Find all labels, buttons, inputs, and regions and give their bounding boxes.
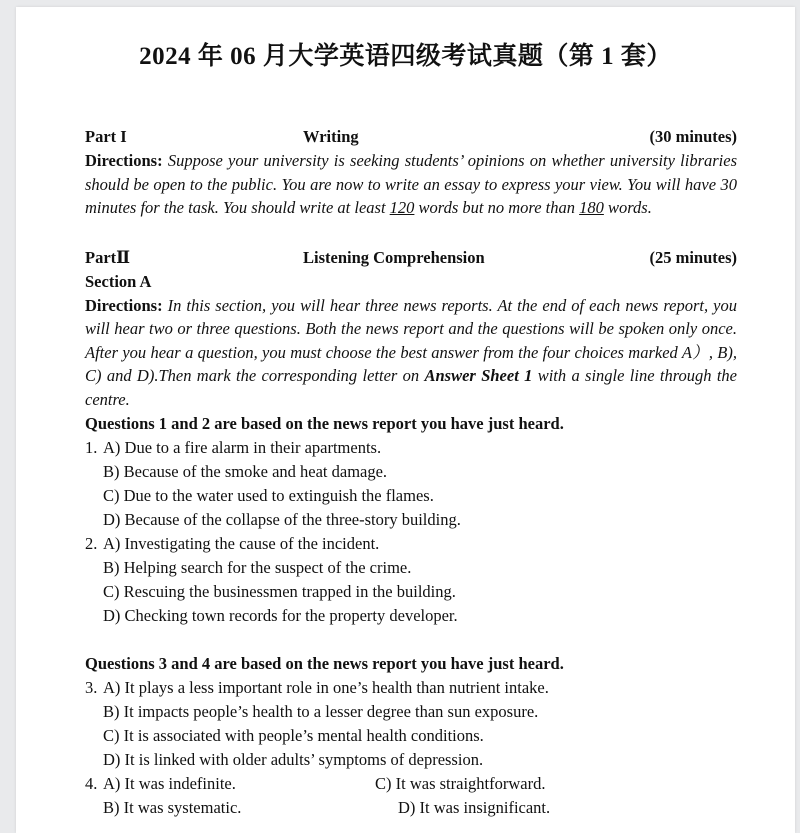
question-4-row-2 (85, 796, 737, 820)
part-one-time: (30 minutes) (649, 127, 737, 147)
question-3-option-b[interactable] (85, 700, 737, 724)
part-two-time: (25 minutes) (649, 247, 737, 267)
part-one-label: Part I (85, 127, 127, 147)
option-text: A) It plays a less important role in one’s health than nutrient intake. (103, 678, 549, 698)
part-two-header (85, 246, 737, 270)
option-text: B) It was systematic. (103, 798, 242, 818)
question-2-option-d[interactable] (85, 604, 737, 628)
questions-1-2-heading: Questions 1 and 2 are based on the news report you have just heard. (85, 414, 564, 434)
part-two-name: Listening Comprehension (303, 247, 485, 267)
option-text: C) Rescuing the businessmen trapped in the building. (103, 582, 456, 602)
question-4-row-1 (85, 772, 737, 796)
directions-label: Directions: (85, 151, 163, 171)
option-text: D) Because of the collapse of the three-story building. (103, 510, 461, 530)
option-text: C) Due to the water used to extinguish the flames. (103, 486, 434, 506)
option-text: C) It is associated with people’s mental health conditions. (103, 726, 484, 746)
option-text: D) It was insignificant. (398, 798, 551, 818)
directions-text-post: with a single line through the centre. (85, 366, 737, 409)
question-2-option-c[interactable] (85, 580, 737, 604)
directions-label: Directions: (85, 295, 163, 315)
directions-text-pre: Suppose your university is seeking students’ opinions on whether university libraries should be open to the public. You are now to write an essay to express your view. You will have 30 minutes for the task. You should write at least (85, 151, 737, 218)
option-text: A) Due to a fire alarm in their apartments. (103, 438, 382, 458)
question-2-option-b[interactable] (85, 556, 737, 580)
document-body (16, 72, 795, 820)
question-1-option-d[interactable] (85, 508, 737, 532)
spacer (85, 220, 737, 246)
part-two-directions (85, 294, 737, 412)
part-one-header (85, 125, 737, 149)
question-1-option-c[interactable] (85, 484, 737, 508)
option-text: D) Checking town records for the property developer. (103, 606, 458, 626)
question-1-option-b[interactable] (85, 460, 737, 484)
option-text: C) It was straightforward. (375, 774, 546, 794)
directions-text-post: words. (603, 198, 652, 218)
question-2-option-a[interactable] (85, 532, 737, 556)
question-4-number: 4. (85, 774, 98, 794)
question-4-option-b[interactable] (85, 796, 393, 820)
option-text: B) Because of the smoke and heat damage. (103, 462, 388, 482)
min-word-count: 120 (389, 198, 415, 218)
question-3-number: 3. (85, 678, 98, 698)
option-text: A) It was indefinite. (103, 774, 236, 794)
question-3-option-c[interactable] (85, 724, 737, 748)
option-text: D) It is linked with older adults’ symptoms of depression. (103, 750, 484, 770)
part-one-directions (85, 149, 737, 220)
question-1-option-a[interactable] (85, 436, 737, 460)
spacer (85, 72, 737, 125)
question-3-option-a[interactable] (85, 676, 737, 700)
max-word-count: 180 (579, 198, 604, 218)
question-3-option-d[interactable] (85, 748, 737, 772)
question-4-option-c[interactable] (375, 772, 737, 796)
question-2-number: 2. (85, 534, 98, 554)
spacer (85, 628, 737, 651)
option-text: A) Investigating the cause of the incident. (103, 534, 380, 554)
section-a-label: Section A (85, 271, 152, 291)
page-title: 2024 年 06 月大学英语四级考试真题（第 1 套） (139, 43, 672, 70)
part-two-label: PartⅡ (85, 247, 131, 267)
answer-sheet-reference: Answer Sheet 1 (424, 366, 533, 386)
question-1-number: 1. (85, 438, 98, 458)
option-text: B) It impacts people’s health to a lesser degree than sun exposure. (103, 702, 539, 722)
directions-text-mid: words but no more than (414, 198, 580, 218)
option-text: B) Helping search for the suspect of the crime. (103, 558, 412, 578)
questions-3-4-heading: Questions 3 and 4 are based on the news report you have just heard. (85, 654, 564, 674)
document-page (16, 7, 795, 833)
part-one-name: Writing (303, 127, 359, 147)
directions-text-pre: In this section, you will hear three news reports. At the end of each news report, you will hear two or three questions. Both the news report and the questions will be spoken only once. After you hear a question, you must choose the best answer from the four choices marked A）, B), C) and D).Then mark the corresponding letter on (85, 295, 737, 386)
question-4-option-d[interactable] (393, 796, 737, 820)
question-4-option-a[interactable] (85, 772, 375, 796)
